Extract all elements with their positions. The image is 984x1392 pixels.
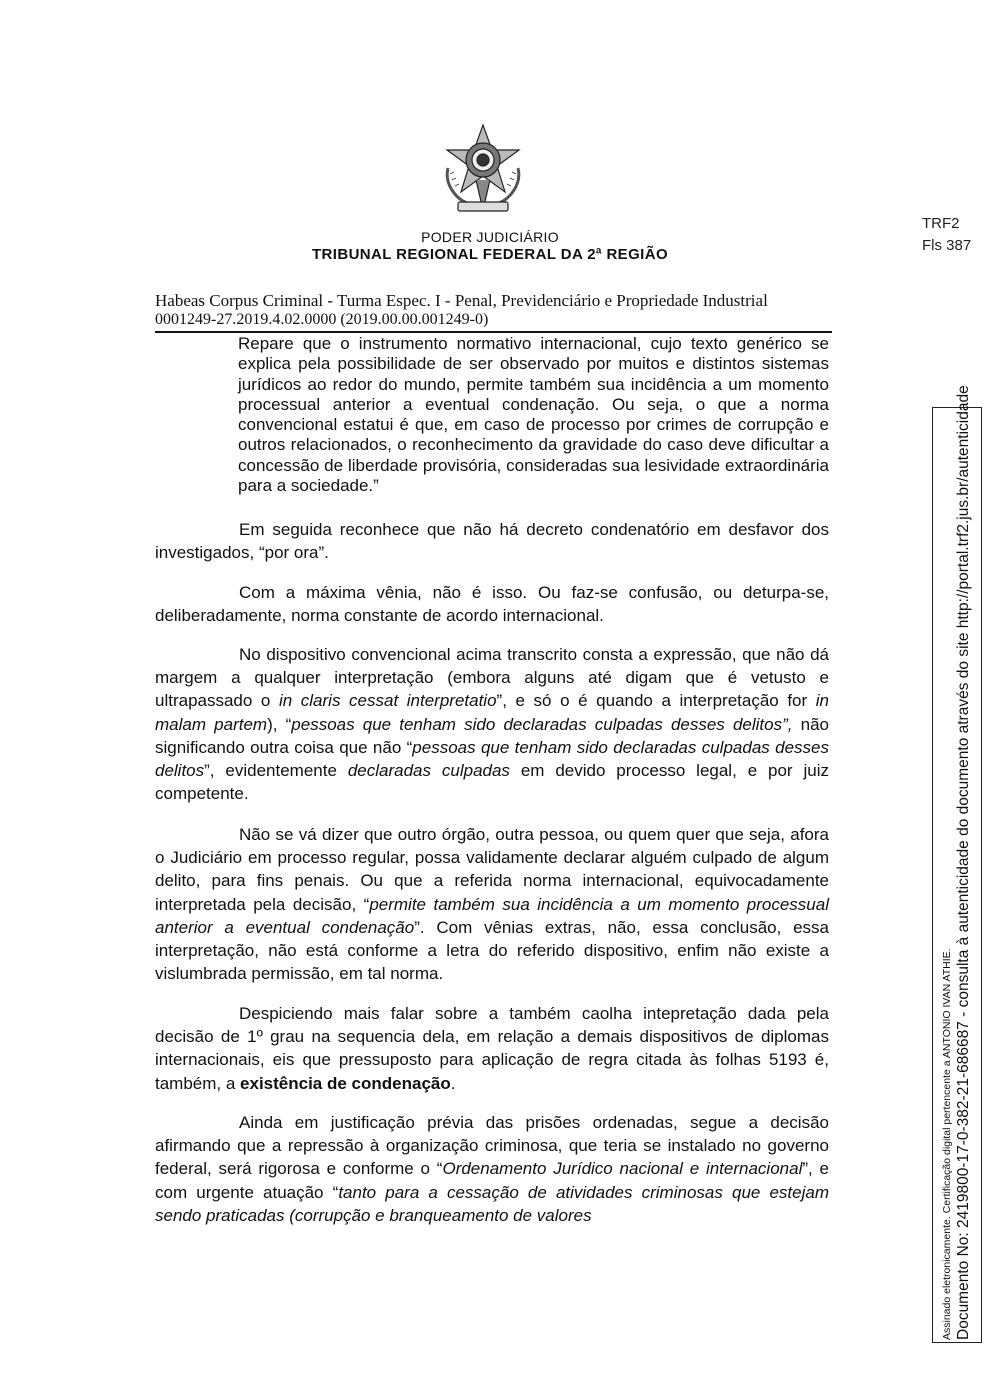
document-verification: Documento No: 2419800-17-0-382-21-686687 - consulta à autenticidade do documento através do site http://portal.trf2.jus.br/autenticidade — [955, 385, 972, 1340]
paragraph-4 — [155, 823, 829, 985]
p5-seg: existência de condenação — [240, 1073, 451, 1093]
p3-seg: ”, evidentemente — [204, 761, 348, 781]
p6-seg: ”, e com urgente atuação “ — [155, 1159, 830, 1202]
paragraph-1 — [155, 518, 829, 564]
page-number: Fls 387 — [922, 237, 972, 254]
p3-seg: in malam partem — [155, 691, 829, 734]
coat-of-arms-seal — [440, 122, 526, 217]
p5-seg: Despiciendo mais falar sobre a também caolha intepretação dada pela decisão de 1º grau na sequencia dela, em relação a demais dispositivos de diplomas internacionais, eis que pressuposto para aplicação de regra citada às folhas 5193 é, também, a — [155, 1004, 829, 1093]
p3-seg: ), “ — [267, 714, 292, 734]
p3-seg: ”, e só o é quando a interpretação for — [496, 691, 816, 711]
p4-seg: Não se vá dizer que outro órgão, outra pessoa, ou quem quer que seja, afora o Judiciário em processo regular, possa validamente declarar alguém culpado de algum delito, para fins penais. Ou que a referida norma internacional, equivocadamente interpretada pela decisão, “ — [155, 825, 829, 914]
p3-seg: in claris cessat interpretatio — [278, 691, 497, 711]
p3-seg: em devido processo legal, e por juiz competente. — [155, 761, 829, 804]
p6-seg: tanto para a cessação de atividades criminosas que estejam sendo praticadas (corrupção e branqueamento de valores — [155, 1182, 829, 1225]
paragraph-6 — [155, 1111, 829, 1227]
paragraph-2 — [155, 581, 829, 627]
court-code: TRF2 — [922, 215, 960, 232]
block-quote: Repare que o instrumento normativo internacional, cujo texto genérico se explica pela possibilidade de ser observado por muitos e distintos sistemas jurídicos ao redor do mundo, permite também sua incidência a um momento processual anterior a eventual condenação. Ou seja, o que a norma convencional estatui é que, em caso de processo por crimes de corrupção e outros relacionados, o reconhecimento da gravidade do caso deve dificultar a concessão de liberdade provisória, consideradas sua lesividade extraordinária para a sociedade.” — [238, 334, 829, 496]
case-number: 0001249-27.2019.4.02.0000 (2019.00.00.001249-0) — [155, 311, 489, 328]
paragraph-5 — [155, 1002, 829, 1095]
p6-seg: Ordenamento Jurídico nacional e internacional — [442, 1159, 803, 1179]
p1-text: Em seguida reconhece que não há decreto condenatório em desfavor dos investigados, “por ora”. — [155, 520, 829, 563]
signature-note: Assinado eletronicamente. Certificação digital pertencente a ANTONIO IVAN ATHIE. — [941, 948, 953, 1340]
p5-seg: . — [450, 1073, 456, 1093]
header-rule — [155, 331, 832, 333]
paragraph-3 — [155, 643, 829, 805]
court-name: TRIBUNAL REGIONAL FEDERAL DA 2ª REGIÃO — [311, 246, 669, 263]
org-name: PODER JUDICIÁRIO — [421, 229, 559, 245]
p6-seg: Ainda em justificação prévia das prisões ordenadas, segue a decisão afirmando que a repressão à organização criminosa, que teria se instalado no governo federal, será rigorosa e conforme o “ — [155, 1113, 829, 1179]
p3-seg: pessoas que tenham sido declaradas culpadas desses delitos — [155, 737, 829, 781]
p3-seg: pessoas que tenham sido declaradas culpadas desses delitos”, — [291, 714, 793, 734]
p4-seg: permite também sua incidência a um momento processual anterior a eventual condenação — [155, 894, 829, 937]
p2-text: Com a máxima vênia, não é isso. Ou faz-se confusão, ou deturpa-se, deliberadamente, norma constante de acordo internacional. — [155, 583, 829, 626]
p3-seg: declaradas culpadas — [347, 761, 510, 781]
p3-seg: não significando outra coisa que não “ — [155, 714, 829, 757]
case-title: Habeas Corpus Criminal - Turma Espec. I - Penal, Previdenciário e Propriedade Industrial — [155, 291, 768, 310]
authentication-stamp — [932, 385, 982, 1343]
p3-seg: No dispositivo convencional acima transcrito consta a expressão, que não dá margem a qualquer interpretação (embora alguns até digam que é vetusto e ultrapassado o — [155, 645, 829, 711]
p4-seg: ”. Com vênias extras, não, essa conclusão, essa interpretação, não está conforme a letra do referido dispositivo, enfim não existe a vislumbrada permissão, em tal norma. — [155, 917, 829, 984]
